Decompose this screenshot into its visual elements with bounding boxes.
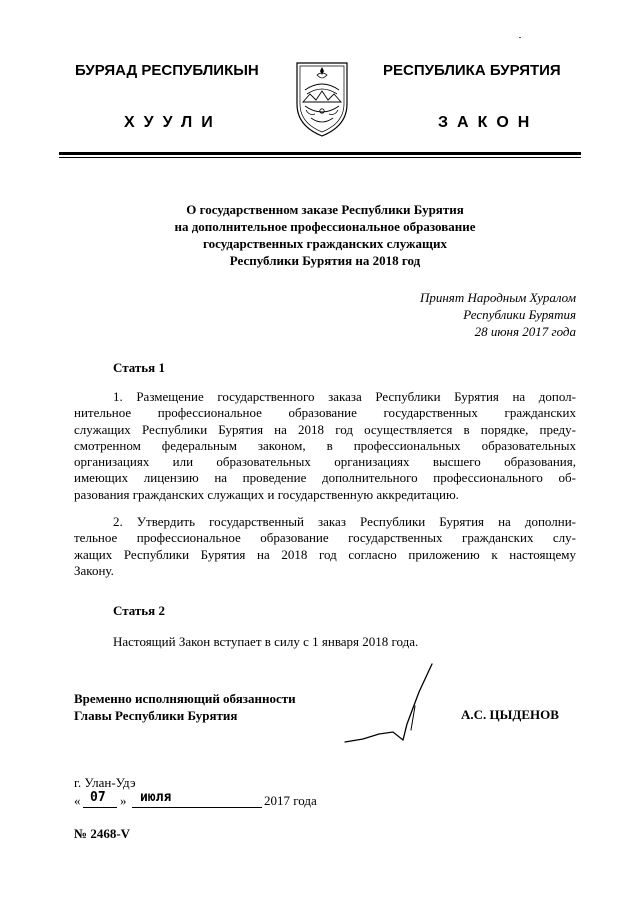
adoption-line: Принят Народным Хуралом: [419, 290, 576, 305]
signing-date: [74, 790, 374, 813]
title-line: О государственном заказе Республики Бурятия: [186, 202, 464, 217]
title-line: на дополнительное профессиональное образование: [174, 219, 476, 234]
day-underline: [83, 807, 117, 808]
text-line: жащих Республики Бурятия на 2018 год согласно приложению к настоящему: [74, 546, 576, 562]
law-title: [80, 201, 570, 269]
text-line: Закону.: [74, 562, 114, 578]
header-right-top: РЕСПУБЛИКА БУРЯТИЯ: [383, 62, 561, 79]
signatory-name: А.С. ЦЫДЕНОВ: [461, 707, 559, 722]
header-left-bottom: ХУУЛИ: [124, 114, 222, 131]
month-underline: [132, 807, 262, 808]
scan-speck: [519, 37, 521, 38]
adoption-note: [420, 289, 576, 340]
date-month: июля: [140, 790, 172, 805]
signing-place: г. Улан-Удэ: [74, 775, 136, 790]
signatory-title-line: Временно исполняющий обязанности: [74, 691, 296, 706]
header-rule-thick: [59, 152, 581, 155]
text-line: разования гражданских служащих и государственную аккредитацию.: [74, 486, 459, 502]
header-right-bottom: ЗАКОН: [438, 114, 539, 131]
article-2-heading: Статья 2: [113, 603, 165, 618]
text-line: служащих Республики Бурятия на 2018 год осуществляется в порядке, преду-: [74, 421, 576, 437]
header-rule-thin: [59, 157, 581, 158]
text-line: Настоящий Закон вступает в силу с 1 января 2018 года.: [113, 634, 419, 649]
date-day: 07: [90, 790, 106, 805]
coat-of-arms-emblem: [293, 60, 351, 138]
text-line: организациях или образовательных организациях высшего образования,: [74, 454, 576, 470]
text-line: 2. Утвердить государственный заказ Республики Бурятия на дополни-: [113, 514, 576, 529]
adoption-line: 28 июня 2017 года: [474, 324, 576, 339]
article-1-heading: Статья 1: [113, 360, 165, 375]
title-line: государственных гражданских служащих: [203, 236, 447, 251]
article-1-paragraph-2: [74, 514, 576, 579]
date-close-quote: »: [120, 793, 127, 808]
signatory-title-line: Главы Республики Бурятия: [74, 708, 238, 723]
text-line: имеющих лицензию на проведение дополнительного профессионального об-: [74, 470, 576, 486]
title-line: Республики Бурятия на 2018 год: [229, 253, 421, 268]
date-open-quote: «: [74, 793, 81, 808]
header-left-top: БУРЯАД РЕСПУБЛИКЫН: [75, 62, 259, 79]
article-1-paragraph-1: [74, 389, 576, 503]
handwritten-signature: [335, 660, 445, 755]
text-line: смотренном федеральным законом, в профессиональных образовательных: [74, 437, 576, 453]
article-2-paragraph: [74, 634, 576, 650]
adoption-line: Республики Бурятия: [463, 307, 576, 322]
signatory-title: [74, 690, 296, 724]
text-line: 1. Размещение государственного заказа Республики Бурятия на допол-: [113, 389, 576, 404]
date-year: 2017 года: [264, 793, 317, 808]
law-number: № 2468-V: [74, 826, 131, 841]
text-line: нительное профессиональное образование государственных гражданских: [74, 405, 576, 421]
text-line: тельное профессиональное образование государственных гражданских слу-: [74, 530, 576, 546]
